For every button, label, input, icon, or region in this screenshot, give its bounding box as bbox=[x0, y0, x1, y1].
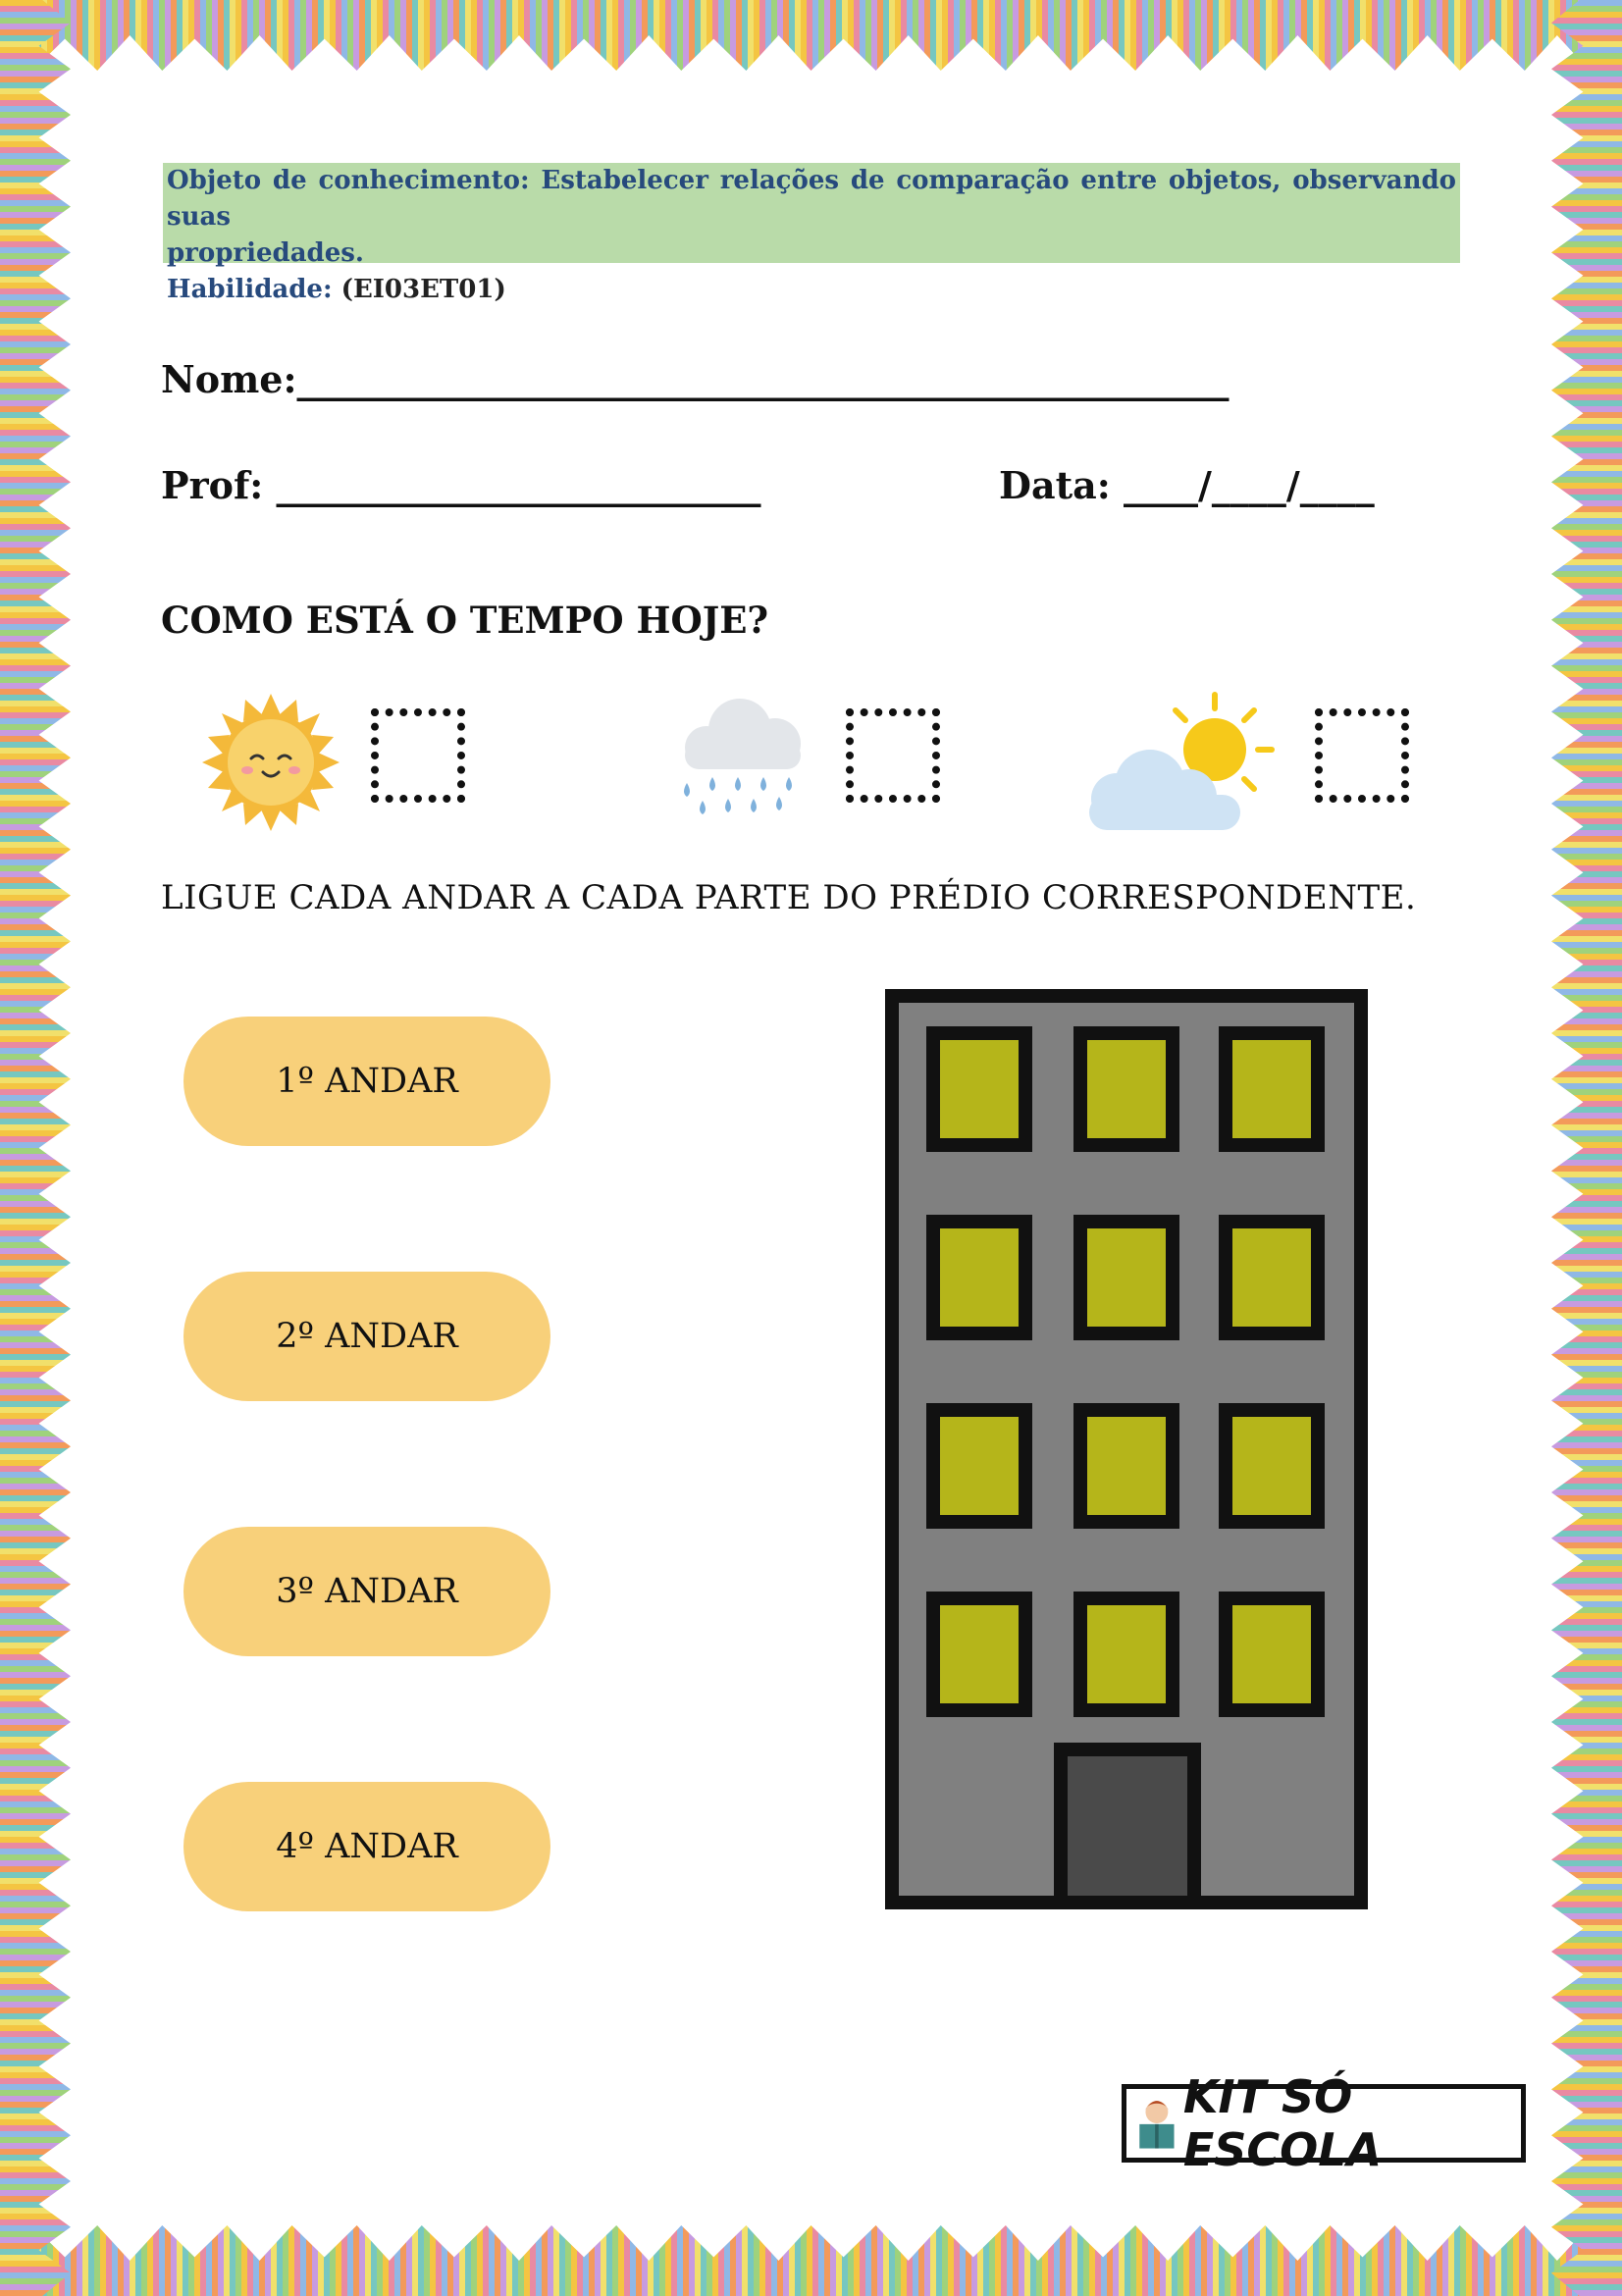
date-field[interactable]: Data: ____/____/____ bbox=[999, 463, 1375, 507]
skill-code: (EI03ET01) bbox=[340, 275, 506, 304]
weather-question: COMO ESTÁ O TEMPO HOJE? bbox=[161, 599, 769, 642]
floor-pill-1[interactable]: 1º ANDAR bbox=[183, 1017, 550, 1146]
objective-text-continued: propriedades. bbox=[167, 238, 364, 268]
window-floor-1-2[interactable] bbox=[1087, 1605, 1166, 1703]
window-floor-2-2[interactable] bbox=[1087, 1417, 1166, 1515]
pencil-border-bottom bbox=[0, 2225, 1622, 2296]
window-floor-2-1[interactable] bbox=[940, 1417, 1019, 1515]
window-floor-3-2[interactable] bbox=[1087, 1228, 1166, 1327]
child-reading-icon bbox=[1134, 2093, 1179, 2154]
building-door bbox=[1068, 1756, 1187, 1896]
teacher-field[interactable]: Prof: __________________________ bbox=[161, 463, 761, 507]
partly-cloudy-icon bbox=[1079, 687, 1278, 830]
pencil-border-left bbox=[0, 0, 71, 2296]
window-floor-1-3[interactable] bbox=[1232, 1605, 1311, 1703]
window-floor-3-3[interactable] bbox=[1232, 1228, 1311, 1327]
floor-pill-2[interactable]: 2º ANDAR bbox=[183, 1272, 550, 1401]
skill-label: Habilidade: bbox=[167, 275, 333, 304]
objective-box bbox=[163, 163, 1460, 304]
activity-instruction: LIGUE CADA ANDAR A CADA PARTE DO PRÉDIO CORRESPONDENTE. bbox=[161, 878, 1417, 917]
cloudy-checkbox[interactable] bbox=[1315, 708, 1409, 803]
window-floor-3-1[interactable] bbox=[940, 1228, 1019, 1327]
floor-pill-4[interactable]: 4º ANDAR bbox=[183, 1782, 550, 1911]
name-field[interactable]: Nome:__________________________________________________ bbox=[161, 357, 1230, 401]
window-floor-2-3[interactable] bbox=[1232, 1417, 1311, 1515]
window-floor-4-2[interactable] bbox=[1087, 1040, 1166, 1138]
objective-text: Objeto de conhecimento: Estabelecer relações de comparação entre objetos, observando suas bbox=[167, 166, 1456, 232]
window-floor-4-1[interactable] bbox=[940, 1040, 1019, 1138]
logo-text: KIT SÓ ESCOLA bbox=[1182, 2070, 1383, 2176]
kit-so-escola-logo bbox=[1122, 2070, 1526, 2176]
pencil-border-right bbox=[1551, 0, 1622, 2296]
sunny-checkbox[interactable] bbox=[371, 708, 465, 803]
window-floor-4-3[interactable] bbox=[1232, 1040, 1311, 1138]
window-floor-1-1[interactable] bbox=[940, 1605, 1019, 1703]
pencil-border-top bbox=[0, 0, 1622, 71]
floor-pill-3[interactable]: 3º ANDAR bbox=[183, 1527, 550, 1656]
sun-icon bbox=[200, 693, 341, 832]
rain-cloud-icon bbox=[673, 693, 807, 828]
building-illustration bbox=[885, 989, 1368, 1909]
rainy-checkbox[interactable] bbox=[846, 708, 940, 803]
